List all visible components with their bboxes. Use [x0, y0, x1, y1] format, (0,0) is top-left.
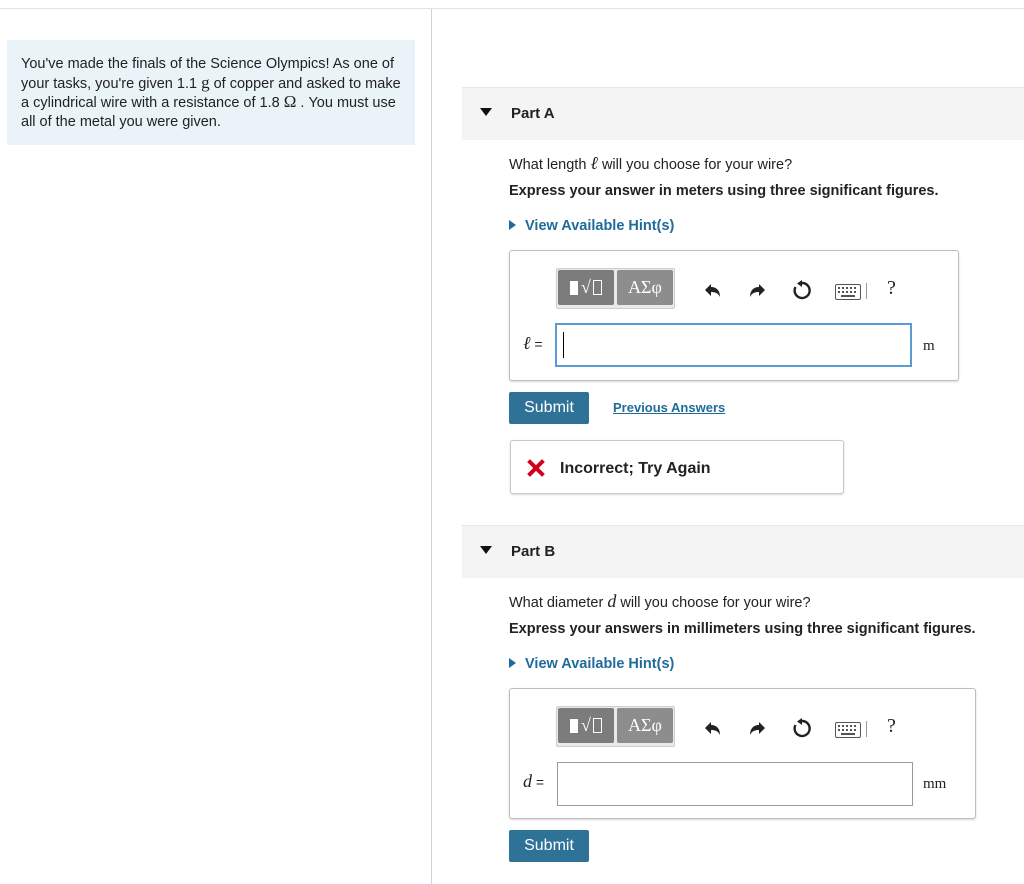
- length-answer-input[interactable]: [555, 323, 912, 367]
- incorrect-x-icon: [527, 459, 545, 477]
- equals-sign: =: [532, 774, 545, 790]
- math-toolbar: [556, 706, 675, 747]
- top-rule: [0, 8, 1024, 9]
- redo-icon[interactable]: [746, 279, 768, 301]
- expand-triangle-icon: [509, 220, 516, 230]
- question-text: will you choose for your wire?: [597, 157, 793, 173]
- question-variable: d: [607, 591, 617, 611]
- part-b-instruction: Express your answers in millimeters using three significant figures.: [509, 621, 976, 637]
- diameter-variable-label: [523, 771, 544, 792]
- equals-sign: =: [530, 336, 543, 352]
- hint-label: View Available Hint(s): [525, 218, 675, 234]
- problem-text-3: . You must use all of the metal you were given.: [21, 95, 396, 130]
- part-a-hint-toggle[interactable]: [509, 218, 674, 234]
- radical-icon: √: [581, 277, 591, 297]
- diameter-answer-input[interactable]: [557, 762, 913, 806]
- radical-icon: √: [581, 715, 591, 735]
- variable-symbol: d: [523, 771, 532, 791]
- greek-symbols-button[interactable]: ΑΣφ: [617, 708, 673, 743]
- collapse-caret-icon[interactable]: [480, 546, 492, 554]
- redo-icon[interactable]: [746, 717, 768, 739]
- collapse-caret-icon[interactable]: [480, 108, 492, 116]
- part-a-header[interactable]: [462, 87, 1024, 140]
- undo-icon[interactable]: [702, 279, 724, 301]
- math-toolbar: [556, 268, 675, 309]
- square-icon: [570, 719, 578, 733]
- variable-symbol: ℓ: [523, 333, 531, 353]
- question-text: will you choose for your wire?: [616, 595, 811, 611]
- part-a-question: [509, 153, 792, 174]
- templates-button[interactable]: [558, 708, 614, 743]
- help-button[interactable]: ?: [887, 715, 896, 737]
- feedback-message: [510, 440, 844, 494]
- reset-icon[interactable]: [791, 717, 813, 739]
- toolbar-separator: [866, 721, 867, 737]
- keyboard-icon[interactable]: [835, 284, 861, 300]
- column-divider: [431, 9, 432, 884]
- box-icon: [593, 718, 602, 733]
- reset-icon[interactable]: [791, 279, 813, 301]
- part-a-instruction: Express your answer in meters using three significant figures.: [509, 183, 939, 199]
- square-icon: [570, 281, 578, 295]
- question-text: What diameter: [509, 595, 608, 611]
- undo-icon[interactable]: [702, 717, 724, 739]
- question-variable: ℓ: [590, 153, 598, 173]
- question-text: What length: [509, 157, 591, 173]
- toolbar-separator: [866, 283, 867, 299]
- part-a-answer-box: [509, 250, 959, 381]
- part-b-header[interactable]: [462, 525, 1024, 578]
- help-button[interactable]: ?: [887, 277, 896, 299]
- templates-button[interactable]: [558, 270, 614, 305]
- previous-answers-link[interactable]: Previous Answers: [613, 400, 726, 415]
- hint-label: View Available Hint(s): [525, 656, 675, 672]
- problem-statement: [7, 40, 415, 145]
- feedback-text: Incorrect; Try Again: [560, 460, 711, 477]
- greek-symbols-button[interactable]: ΑΣφ: [617, 270, 673, 305]
- text-cursor: [563, 332, 564, 358]
- part-a-title: Part A: [511, 105, 555, 122]
- problem-text-1: You've made the finals of the Science Olympics! As one of your tasks, you're given 1.1: [21, 56, 394, 92]
- keyboard-icon[interactable]: [835, 722, 861, 738]
- length-variable-label: [523, 333, 543, 354]
- part-b-title: Part B: [511, 543, 556, 560]
- unit-label: m: [923, 338, 935, 354]
- unit-grams: g: [201, 72, 210, 92]
- problem-text-2: of copper and asked to make a cylindrical wire with a resistance of 1.8: [21, 75, 401, 111]
- part-b-submit-button[interactable]: Submit: [509, 830, 589, 862]
- part-b-answer-box: [509, 688, 976, 819]
- part-b-question: [509, 591, 811, 612]
- part-b-hint-toggle[interactable]: [509, 656, 674, 672]
- unit-ohm: Ω: [283, 92, 297, 111]
- expand-triangle-icon: [509, 658, 516, 668]
- unit-label: mm: [923, 776, 947, 792]
- part-a-submit-button[interactable]: Submit: [509, 392, 589, 424]
- box-icon: [593, 280, 602, 295]
